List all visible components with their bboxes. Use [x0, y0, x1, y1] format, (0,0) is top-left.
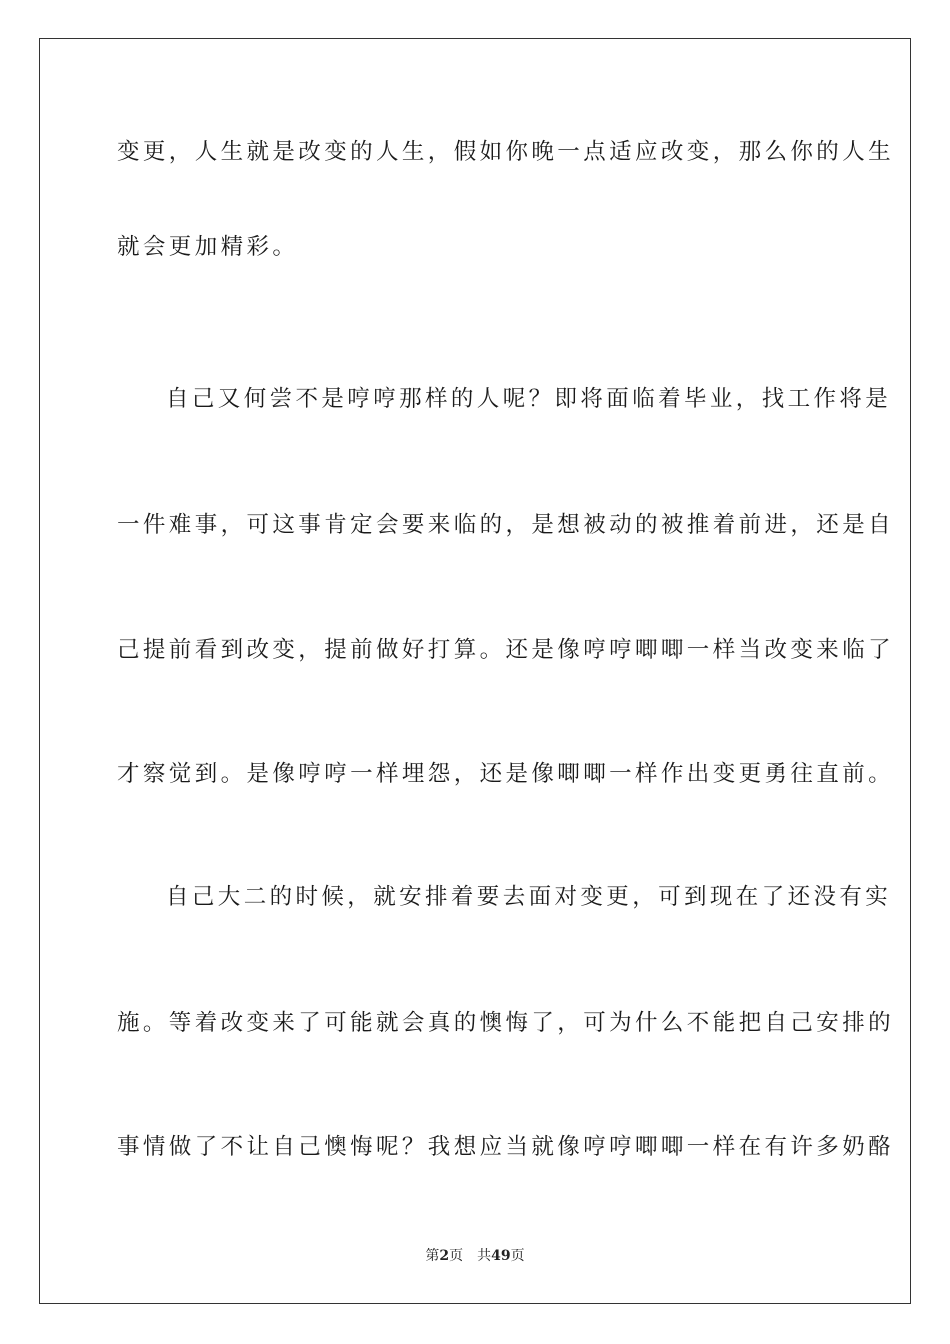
text-line: 才察觉到。是像哼哼一样埋怨，还是像唧唧一样作出变更勇往直前。	[117, 761, 895, 787]
total-suffix: 页	[510, 1248, 525, 1264]
page-footer	[0, 1247, 950, 1265]
text-line: 施。等着改变来了可能就会真的懊悔了，可为什么不能把自己安排的	[117, 1010, 895, 1036]
total-prefix: 共	[477, 1248, 492, 1264]
text-line: 一件难事，可这事肯定会要来临的，是想被动的被推着前进，还是自	[117, 512, 895, 538]
page-suffix: 页	[449, 1248, 464, 1264]
page-prefix: 第	[425, 1248, 440, 1264]
paragraph-start-line: 自己又何尝不是哼哼那样的人呢？即将面临着毕业，找工作将是	[166, 386, 892, 412]
page-border	[39, 38, 911, 1304]
page-number: 2	[439, 1248, 450, 1264]
text-line: 就会更加精彩。	[117, 234, 299, 260]
paragraph-start-line: 自己大二的时候，就安排着要去面对变更，可到现在了还没有实	[166, 884, 892, 910]
text-line: 事情做了不让自己懊悔呢？我想应当就像哼哼唧唧一样在有许多奶酪	[117, 1134, 895, 1160]
text-line: 己提前看到改变，提前做好打算。还是像哼哼唧唧一样当改变来临了	[117, 637, 895, 663]
text-line: 变更，人生就是改变的人生，假如你晚一点适应改变，那么你的人生	[117, 139, 895, 165]
total-pages: 49	[491, 1248, 511, 1264]
